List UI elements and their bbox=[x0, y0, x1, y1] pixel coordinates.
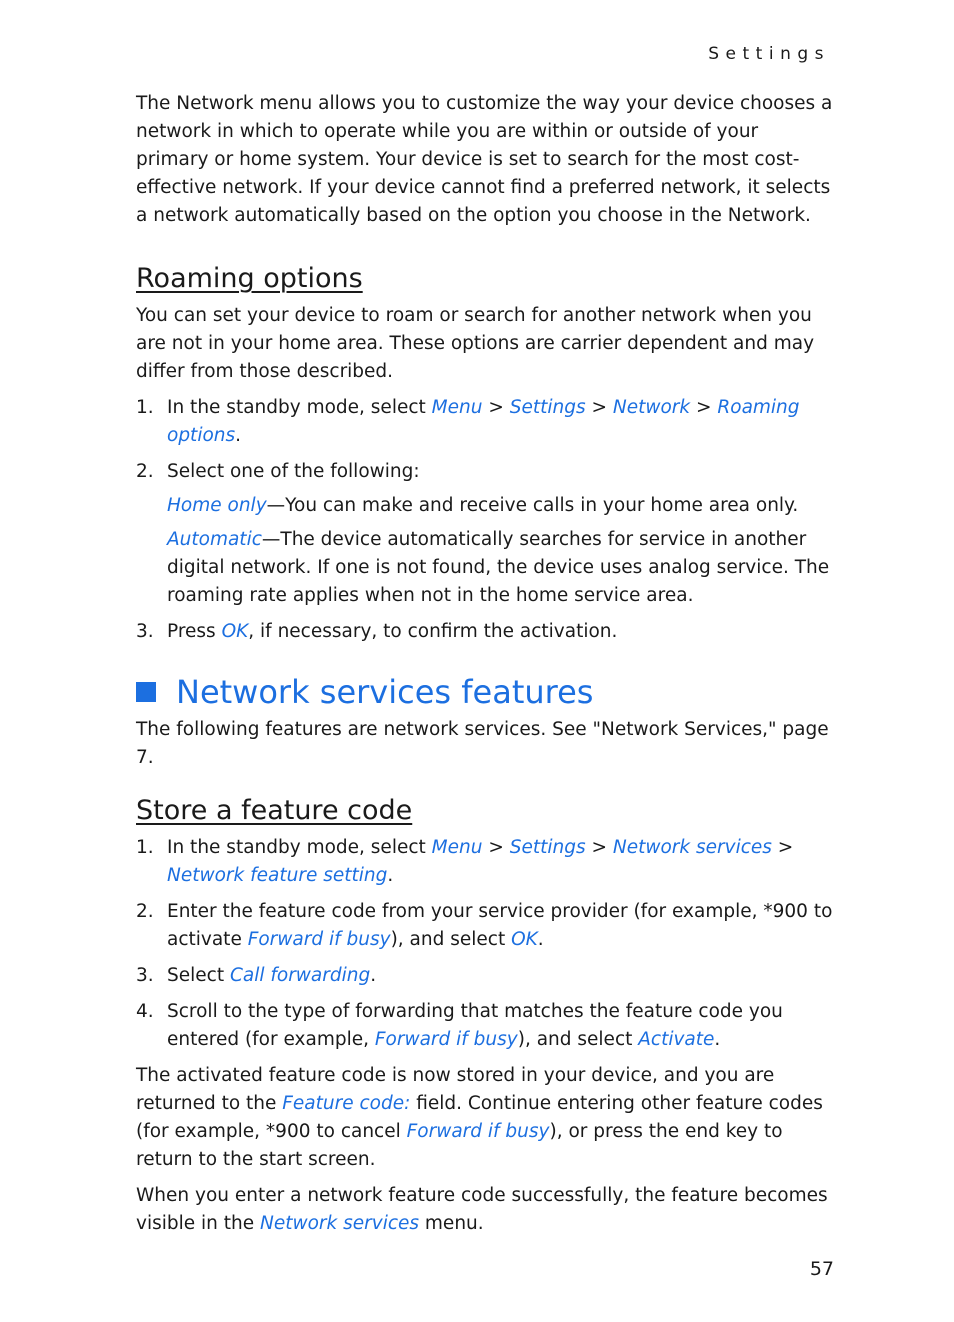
step-number: 4. bbox=[136, 1001, 154, 1022]
menu-link[interactable]: Menu bbox=[431, 397, 483, 418]
automatic-link[interactable]: Automatic bbox=[167, 529, 262, 550]
option-text: —You can make and receive calls in your home area only. bbox=[266, 495, 799, 516]
para-text-end: ), or press the end key to return to the start screen. bbox=[136, 1121, 783, 1170]
network-services-features-heading bbox=[136, 672, 836, 712]
page-number: 57 bbox=[809, 1258, 834, 1280]
network-services-link[interactable]: Network services bbox=[612, 837, 772, 858]
network-feature-setting-link[interactable]: Network feature setting bbox=[167, 865, 388, 886]
step-text: Select one of the following: bbox=[167, 461, 420, 482]
roaming-step-2 bbox=[136, 458, 836, 610]
step-number: 2. bbox=[136, 901, 154, 922]
para-text-end: menu. bbox=[419, 1213, 484, 1234]
store-feature-code-heading: Store a feature code bbox=[136, 795, 413, 826]
step-text-end: . bbox=[537, 929, 544, 950]
ok-link[interactable]: OK bbox=[221, 621, 249, 642]
option-home-only bbox=[167, 492, 836, 520]
step-text-end: . bbox=[714, 1029, 721, 1050]
store-steps bbox=[136, 834, 836, 1054]
ok-link[interactable]: OK bbox=[511, 929, 538, 950]
menu-link[interactable]: Menu bbox=[431, 837, 483, 858]
feature-code-link[interactable]: Feature code: bbox=[282, 1093, 411, 1114]
network-link[interactable]: Network bbox=[612, 397, 691, 418]
separator: > bbox=[771, 837, 794, 858]
section-square-icon bbox=[136, 682, 156, 702]
step-text: In the standby mode, select bbox=[167, 397, 432, 418]
step-text-end: , if necessary, to confirm the activation. bbox=[248, 621, 618, 642]
success-paragraph bbox=[136, 1182, 836, 1238]
network-services-description: The following features are network services. See "Network Services," page 7. bbox=[136, 719, 829, 768]
settings-link[interactable]: Settings bbox=[509, 397, 586, 418]
roaming-step-1 bbox=[136, 394, 836, 450]
settings-link[interactable]: Settings bbox=[509, 837, 586, 858]
step-text: ), and select bbox=[390, 929, 512, 950]
step-text-end: . bbox=[387, 865, 394, 886]
step-number: 2. bbox=[136, 461, 154, 482]
roaming-description: You can set your device to roam or search for another network when you are not in your home area. These options are carrier dependent and may differ from those described. bbox=[136, 305, 815, 382]
para-text: field. Continue entering other feature codes (for example, *900 to cancel bbox=[136, 1093, 823, 1142]
stored-code-paragraph bbox=[136, 1062, 836, 1174]
roaming-steps bbox=[136, 394, 836, 646]
store-step-2 bbox=[136, 898, 836, 954]
store-step-1 bbox=[136, 834, 836, 890]
option-text: —The device automatically searches for service in another digital network. If one is not found, the device uses analog service. The roaming rate applies when not in the home service area. bbox=[167, 529, 830, 606]
section-title: Network services features bbox=[176, 673, 594, 711]
step-text: Select bbox=[167, 965, 230, 986]
para-text: When you enter a network feature code successfully, the feature becomes visible in the bbox=[136, 1185, 828, 1234]
roaming-options-heading: Roaming options bbox=[136, 263, 363, 294]
step-text-end: . bbox=[370, 965, 377, 986]
forward-if-busy-link[interactable]: Forward if busy bbox=[406, 1121, 550, 1142]
network-services-link[interactable]: Network services bbox=[260, 1213, 420, 1234]
page-content bbox=[136, 90, 836, 1246]
option-automatic bbox=[167, 526, 836, 610]
step-number: 3. bbox=[136, 621, 154, 642]
para-text: The activated feature code is now stored in your device, and you are returned to the bbox=[136, 1065, 775, 1114]
running-header: Settings bbox=[708, 44, 830, 64]
step-text: ), and select bbox=[517, 1029, 639, 1050]
step-text: Press bbox=[167, 621, 222, 642]
step-text: Enter the feature code from your service provider (for example, *900 to activate bbox=[167, 901, 833, 950]
step-text: Scroll to the type of forwarding that matches the feature code you entered (for example, bbox=[167, 1001, 783, 1050]
forward-if-busy-link[interactable]: Forward if busy bbox=[247, 929, 391, 950]
call-forwarding-link[interactable]: Call forwarding bbox=[229, 965, 371, 986]
separator: > bbox=[482, 397, 510, 418]
separator: > bbox=[690, 397, 718, 418]
step-text-end: . bbox=[235, 425, 242, 446]
separator: > bbox=[585, 837, 613, 858]
step-number: 1. bbox=[136, 397, 154, 418]
store-step-3 bbox=[136, 962, 836, 990]
roaming-options-link[interactable]: Roaming options bbox=[167, 397, 800, 446]
forward-if-busy-link[interactable]: Forward if busy bbox=[374, 1029, 518, 1050]
step-number: 3. bbox=[136, 965, 154, 986]
intro-paragraph: The Network menu allows you to customize the way your device chooses a network in which to operate while you are within or outside of your primary or home system. Your device is set to search for the most cost-effective network. If your device cannot find a preferred network, it selects a network automatically based on the option you choose in the Network. bbox=[136, 93, 833, 226]
home-only-link[interactable]: Home only bbox=[167, 495, 267, 516]
step-number: 1. bbox=[136, 837, 154, 858]
roaming-step-3 bbox=[136, 618, 836, 646]
separator: > bbox=[482, 837, 510, 858]
activate-link[interactable]: Activate bbox=[638, 1029, 715, 1050]
store-step-4 bbox=[136, 998, 836, 1054]
separator: > bbox=[585, 397, 613, 418]
step-text: In the standby mode, select bbox=[167, 837, 432, 858]
